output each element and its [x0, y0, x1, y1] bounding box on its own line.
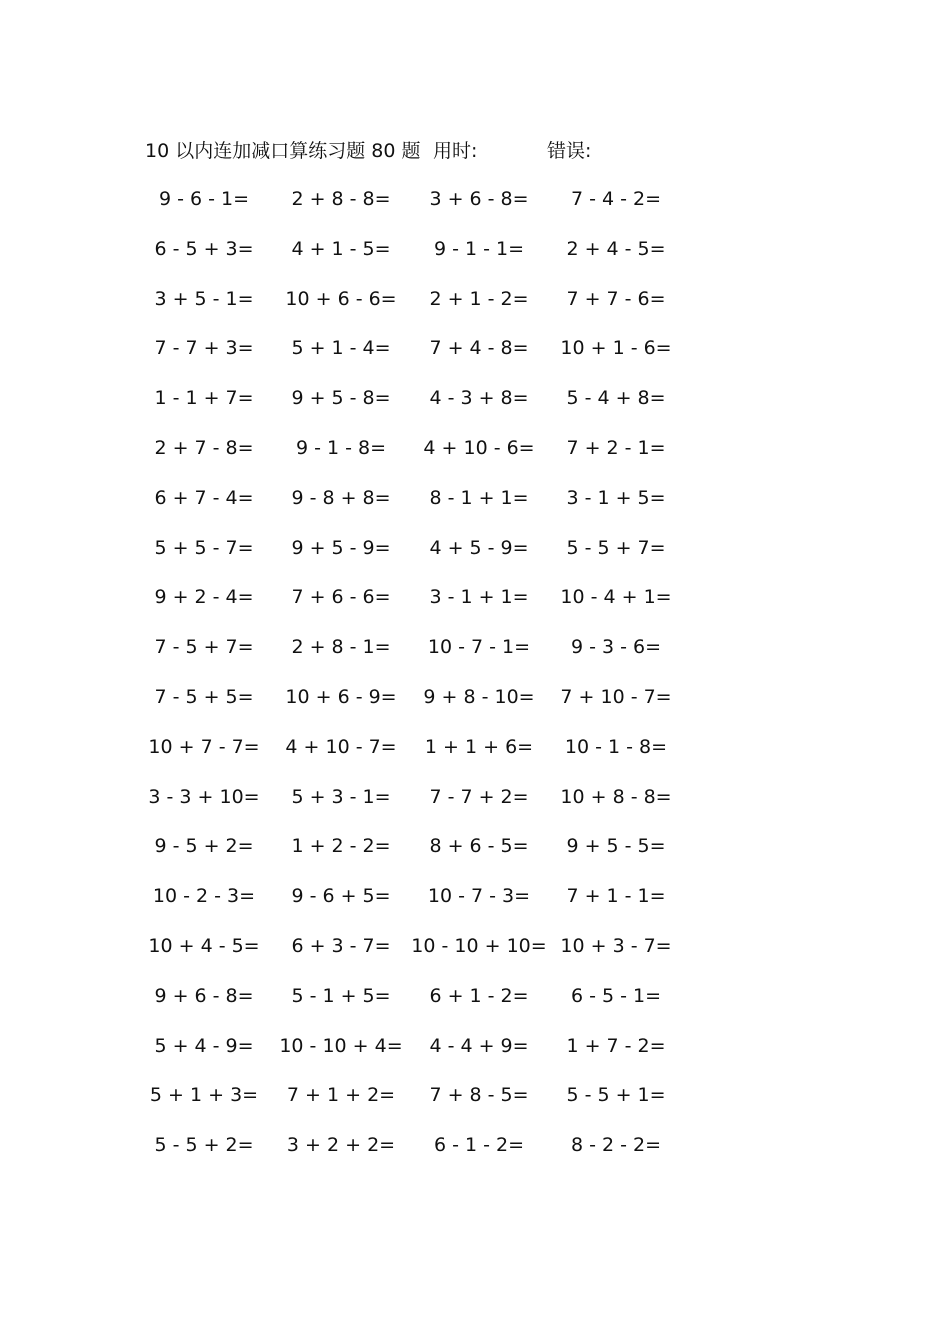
problem-cell: 9 - 5 + 2= [154, 835, 254, 858]
problem-row [0, 335, 950, 385]
problem-row [0, 1082, 950, 1132]
problem-cell: 5 + 4 - 9= [154, 1034, 254, 1057]
problem-cell: 5 - 5 + 7= [566, 536, 666, 559]
problem-row [0, 983, 950, 1033]
problem-row [0, 385, 950, 435]
problem-cell: 10 + 4 - 5= [148, 934, 260, 957]
problem-row [0, 1033, 950, 1083]
problem-grid [0, 186, 950, 1182]
problem-row [0, 933, 950, 983]
problem-cell: 6 - 5 - 1= [570, 984, 662, 1007]
problem-cell: 7 - 4 - 2= [570, 188, 662, 210]
problem-cell: 4 - 4 + 9= [429, 1034, 529, 1057]
problem-cell: 10 + 7 - 7= [148, 735, 260, 758]
problem-cell: 7 - 7 + 2= [429, 785, 529, 808]
problem-cell: 9 - 6 + 5= [291, 885, 391, 908]
problem-cell: 1 + 1 + 6= [424, 735, 534, 758]
problem-row [0, 584, 950, 634]
problem-cell: 7 - 5 + 5= [154, 685, 254, 708]
problem-cell: 9 - 1 - 8= [295, 436, 387, 459]
problem-cell: 5 + 1 + 3= [149, 1084, 259, 1107]
problem-cell: 9 - 8 + 8= [291, 486, 391, 509]
problem-cell: 9 + 5 - 8= [291, 387, 391, 410]
problem-cell: 2 + 8 - 8= [291, 188, 391, 210]
problem-cell: 6 + 7 - 4= [154, 486, 254, 509]
problem-cell: 5 + 3 - 1= [291, 785, 391, 808]
problem-cell: 4 + 5 - 9= [429, 536, 529, 559]
problem-cell: 3 - 1 + 5= [566, 486, 666, 509]
problem-cell: 6 - 5 + 3= [154, 237, 254, 260]
problem-cell: 10 - 10 + 4= [279, 1034, 403, 1057]
problem-cell: 2 + 7 - 8= [154, 436, 254, 459]
problem-row [0, 883, 950, 933]
problem-cell: 9 - 1 - 1= [433, 237, 525, 260]
problem-row [0, 485, 950, 535]
problem-cell: 7 + 4 - 8= [429, 337, 529, 360]
problem-cell: 9 - 3 - 6= [570, 636, 662, 659]
problem-cell: 9 - 6 - 1= [158, 188, 250, 210]
problem-cell: 3 + 6 - 8= [429, 188, 529, 210]
problem-row [0, 186, 950, 236]
problem-cell: 9 + 8 - 10= [423, 685, 535, 708]
problem-row [0, 784, 950, 834]
problem-cell: 3 + 2 + 2= [286, 1134, 396, 1157]
problem-cell: 8 - 1 + 1= [429, 486, 529, 509]
problem-cell: 5 + 1 - 4= [291, 337, 391, 360]
problem-cell: 10 + 3 - 7= [560, 934, 672, 957]
problem-cell: 10 + 6 - 9= [285, 685, 397, 708]
problem-cell: 6 - 1 - 2= [433, 1134, 525, 1157]
problem-cell: 10 - 10 + 10= [411, 934, 547, 957]
problem-cell: 3 + 5 - 1= [154, 287, 254, 310]
problem-cell: 7 + 1 + 2= [286, 1084, 396, 1107]
problem-cell: 7 - 5 + 7= [154, 636, 254, 659]
problem-cell: 8 + 6 - 5= [429, 835, 529, 858]
problem-cell: 3 - 1 + 1= [429, 586, 529, 609]
problem-cell: 10 + 8 - 8= [560, 785, 672, 808]
problem-cell: 4 - 3 + 8= [429, 387, 529, 410]
problem-cell: 2 + 8 - 1= [291, 636, 391, 659]
problem-row [0, 833, 950, 883]
problem-cell: 10 + 6 - 6= [285, 287, 397, 310]
problem-cell: 10 - 7 - 1= [427, 636, 531, 659]
problem-cell: 5 - 5 + 1= [566, 1084, 666, 1107]
problem-cell: 9 + 5 - 5= [566, 835, 666, 858]
problem-cell: 1 - 1 + 7= [154, 387, 254, 410]
problem-cell: 5 - 4 + 8= [566, 387, 666, 410]
problem-cell: 4 + 10 - 6= [423, 436, 535, 459]
problem-cell: 7 + 6 - 6= [291, 586, 391, 609]
problem-cell: 7 + 10 - 7= [560, 685, 672, 708]
problem-cell: 10 - 2 - 3= [152, 885, 256, 908]
problem-row [0, 286, 950, 336]
problem-cell: 7 + 8 - 5= [429, 1084, 529, 1107]
problem-row [0, 435, 950, 485]
problem-cell: 9 + 2 - 4= [154, 586, 254, 609]
errors-label: 错误: [547, 140, 592, 162]
problem-row [0, 1132, 950, 1182]
problem-cell: 7 + 7 - 6= [566, 287, 666, 310]
problem-cell: 10 - 7 - 3= [427, 885, 531, 908]
problem-cell: 8 - 2 - 2= [570, 1134, 662, 1157]
problem-cell: 7 + 1 - 1= [566, 885, 666, 908]
problem-row [0, 535, 950, 585]
problem-cell: 4 + 10 - 7= [285, 735, 397, 758]
problem-cell: 3 - 3 + 10= [148, 785, 260, 808]
problem-cell: 2 + 4 - 5= [566, 237, 666, 260]
problem-cell: 10 - 1 - 8= [564, 735, 668, 758]
problem-cell: 5 - 1 + 5= [291, 984, 391, 1007]
problem-cell: 5 - 5 + 2= [154, 1134, 254, 1157]
problem-row [0, 634, 950, 684]
problem-cell: 10 + 1 - 6= [560, 337, 672, 360]
problem-cell: 7 - 7 + 3= [154, 337, 254, 360]
problem-cell: 2 + 1 - 2= [429, 287, 529, 310]
time-label: 用时: [433, 140, 478, 162]
problem-cell: 10 - 4 + 1= [560, 586, 672, 609]
problem-cell: 6 + 3 - 7= [291, 934, 391, 957]
problem-row [0, 684, 950, 734]
problem-cell: 9 + 6 - 8= [154, 984, 254, 1007]
problem-row [0, 236, 950, 286]
problem-cell: 6 + 1 - 2= [429, 984, 529, 1007]
problem-row [0, 734, 950, 784]
worksheet-title: 10 以内连加减口算练习题 80 题 [145, 140, 421, 162]
problem-cell: 1 + 7 - 2= [566, 1034, 666, 1057]
problem-cell: 7 + 2 - 1= [566, 436, 666, 459]
problem-cell: 4 + 1 - 5= [291, 237, 391, 260]
problem-cell: 9 + 5 - 9= [291, 536, 391, 559]
problem-cell: 5 + 5 - 7= [154, 536, 254, 559]
problem-cell: 1 + 2 - 2= [291, 835, 391, 858]
